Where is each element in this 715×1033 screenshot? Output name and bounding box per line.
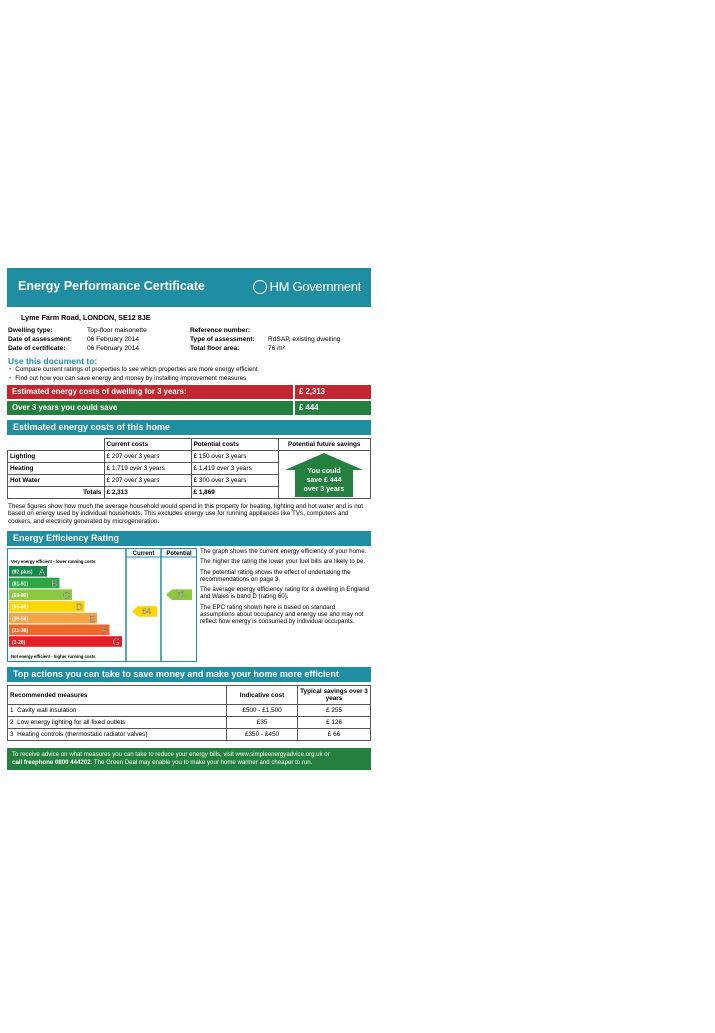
table-row: Heating £ 1,719 over 3 years £ 1,419 over 3 years bbox=[8, 462, 371, 474]
band-range-c: (69-80) bbox=[12, 593, 29, 600]
savings-arrow-cell bbox=[278, 450, 371, 498]
rating-chart bbox=[7, 548, 197, 662]
col-potential-costs: Potential costs bbox=[191, 439, 278, 451]
assessment-date-label: Date of assessment: bbox=[8, 336, 73, 343]
rating-explanation bbox=[200, 548, 370, 628]
estimated-costs-value: £ 2,313 bbox=[295, 385, 371, 399]
col-current-costs: Current costs bbox=[104, 439, 191, 451]
floor-area-label: Total floor area: bbox=[190, 345, 240, 352]
crest-icon bbox=[253, 280, 267, 294]
band-letter-a: A bbox=[38, 567, 45, 579]
col-future-savings: Potential future savings bbox=[278, 439, 371, 451]
certificate-date-label: Date of certificate: bbox=[8, 345, 66, 352]
potential-rating-arrow-value: 71 bbox=[176, 590, 186, 600]
estimated-costs-bar bbox=[7, 385, 371, 399]
save-arrow-line3: over 3 years bbox=[303, 485, 345, 493]
rating-heading: Energy Efficiency Rating bbox=[7, 531, 371, 546]
table-row: 3 Heating controls (thermostatic radiator valves) £350 - £450 £ 66 bbox=[8, 729, 371, 741]
floor-area: 76 m² bbox=[268, 345, 285, 352]
band-range-f: (21-38) bbox=[12, 628, 29, 635]
table-row: 1 Cavity wall insulation £500 - £1,500 £ 255 bbox=[8, 705, 371, 717]
band-g bbox=[9, 636, 122, 647]
certificate-date: 06 February 2014 bbox=[87, 345, 140, 352]
band-letter-b: B bbox=[51, 578, 58, 590]
band-letter-e: E bbox=[88, 613, 95, 625]
band-range-d: (55-68) bbox=[12, 604, 29, 611]
header-banner bbox=[7, 268, 371, 307]
costs-note: These figures show how much the average household would spend in this property for heating, lighting and hot water and is not based on energy used by individual households. This excludes energy use for running appliances like TVs, computers and cookers, and electricity generated by microgeneration. bbox=[8, 502, 363, 526]
use-bullet: • Find out how you can save energy and money by installing improvement measures bbox=[9, 374, 247, 382]
epc-document bbox=[7, 268, 371, 770]
dwelling-type-label: Dwelling type: bbox=[8, 327, 53, 334]
col-measures: Recommended measures bbox=[8, 686, 227, 705]
band-range-b: (81-91) bbox=[12, 581, 29, 588]
use-bullet: • Compare current ratings of properties to see which properties are more energy efficient bbox=[9, 366, 258, 373]
property-info bbox=[7, 327, 371, 355]
band-range-a: (92 plus) bbox=[12, 569, 33, 576]
band-range-g: (1-20) bbox=[12, 639, 26, 646]
col-typical-savings: Typical savings over 3 years bbox=[298, 686, 371, 705]
rating-paragraph: The potential rating shows the effect of undertaking the recommendations on page 3. bbox=[200, 568, 351, 583]
savings-value: £ 444 bbox=[295, 401, 371, 415]
col-cost: Indicative cost bbox=[227, 686, 298, 705]
table-row: Lighting £ 297 over 3 years £ 150 over 3 years You could save £ 444 over 3 years bbox=[8, 450, 371, 462]
col-potential-header: Potential bbox=[166, 551, 192, 558]
gov-text: HM Government bbox=[269, 279, 361, 294]
hm-government-logo bbox=[253, 279, 361, 294]
assessment-type-label: Type of assessment: bbox=[190, 336, 255, 343]
actions-table bbox=[7, 685, 371, 741]
table-row: 2 Low energy lighting for all fixed outlets £35 £ 126 bbox=[8, 717, 371, 729]
rating-paragraph: The EPC rating shown here is based on standard assumptions about occupancy and energy use and may not reflect how energy is consumed by individual occupants. bbox=[200, 603, 364, 625]
rating-chart-svg bbox=[7, 548, 197, 662]
assessment-type: RdSAP, existing dwelling bbox=[268, 336, 341, 343]
page-title: Energy Performance Certificate bbox=[18, 279, 205, 293]
rating-paragraph: The higher the rating the lower your fuel bills are likely to be. bbox=[200, 558, 366, 566]
use-heading: Use this document to: bbox=[8, 356, 98, 366]
band-letter-c: C bbox=[63, 590, 70, 602]
band-letter-d: D bbox=[75, 602, 83, 614]
bottom-note: Not energy efficient - higher running costs bbox=[11, 654, 96, 660]
table-row: Hot Water £ 297 over 3 years £ 300 over 3 years bbox=[8, 474, 371, 486]
band-letter-g: G bbox=[112, 637, 120, 649]
save-arrow-line1: You could bbox=[307, 467, 341, 475]
savings-bar bbox=[7, 401, 371, 415]
totals-row: Totals £ 2,313 £ 1,869 bbox=[8, 486, 371, 498]
savings-arrow bbox=[284, 452, 364, 498]
rating-section bbox=[7, 548, 371, 662]
rating-paragraph: The average energy efficiency rating for a dwelling in England and Wales is band D (rating 60). bbox=[200, 586, 370, 601]
band-letter-f: F bbox=[101, 625, 108, 637]
property-address: Lyme Farm Road, LONDON, SE12 8JE bbox=[21, 313, 151, 322]
current-rating-arrow-value: 64 bbox=[142, 607, 151, 617]
band-range-e: (39-54) bbox=[12, 616, 29, 623]
estimated-costs-table bbox=[7, 438, 371, 499]
save-arrow-line2: save £ 444 bbox=[306, 476, 342, 484]
advice-footer: To receive advice on what measures you can take to reduce your energy bills, visit www.simpleenergyadvice.org.uk or call freephone 0800 444202. The Green Deal may enable you to make your home warmer and cheaper to run. bbox=[7, 748, 371, 770]
savings-label: Over 3 years you could save bbox=[7, 401, 293, 415]
dwelling-type: Top-floor maisonette bbox=[87, 327, 147, 334]
reference-label: Reference number: bbox=[190, 327, 251, 334]
estimated-costs-heading: Estimated energy costs of this home bbox=[7, 420, 371, 435]
col-current-header: Current bbox=[132, 551, 155, 558]
estimated-costs-label: Estimated energy costs of dwelling for 3 years: bbox=[7, 385, 293, 399]
actions-heading: Top actions you can take to save money and make your home more efficient bbox=[7, 667, 371, 682]
assessment-date: 06 February 2014 bbox=[87, 336, 140, 343]
top-note: Very energy efficient - lower running costs bbox=[11, 559, 96, 565]
rating-paragraph: The graph shows the current energy efficiency of your home. bbox=[200, 548, 367, 556]
